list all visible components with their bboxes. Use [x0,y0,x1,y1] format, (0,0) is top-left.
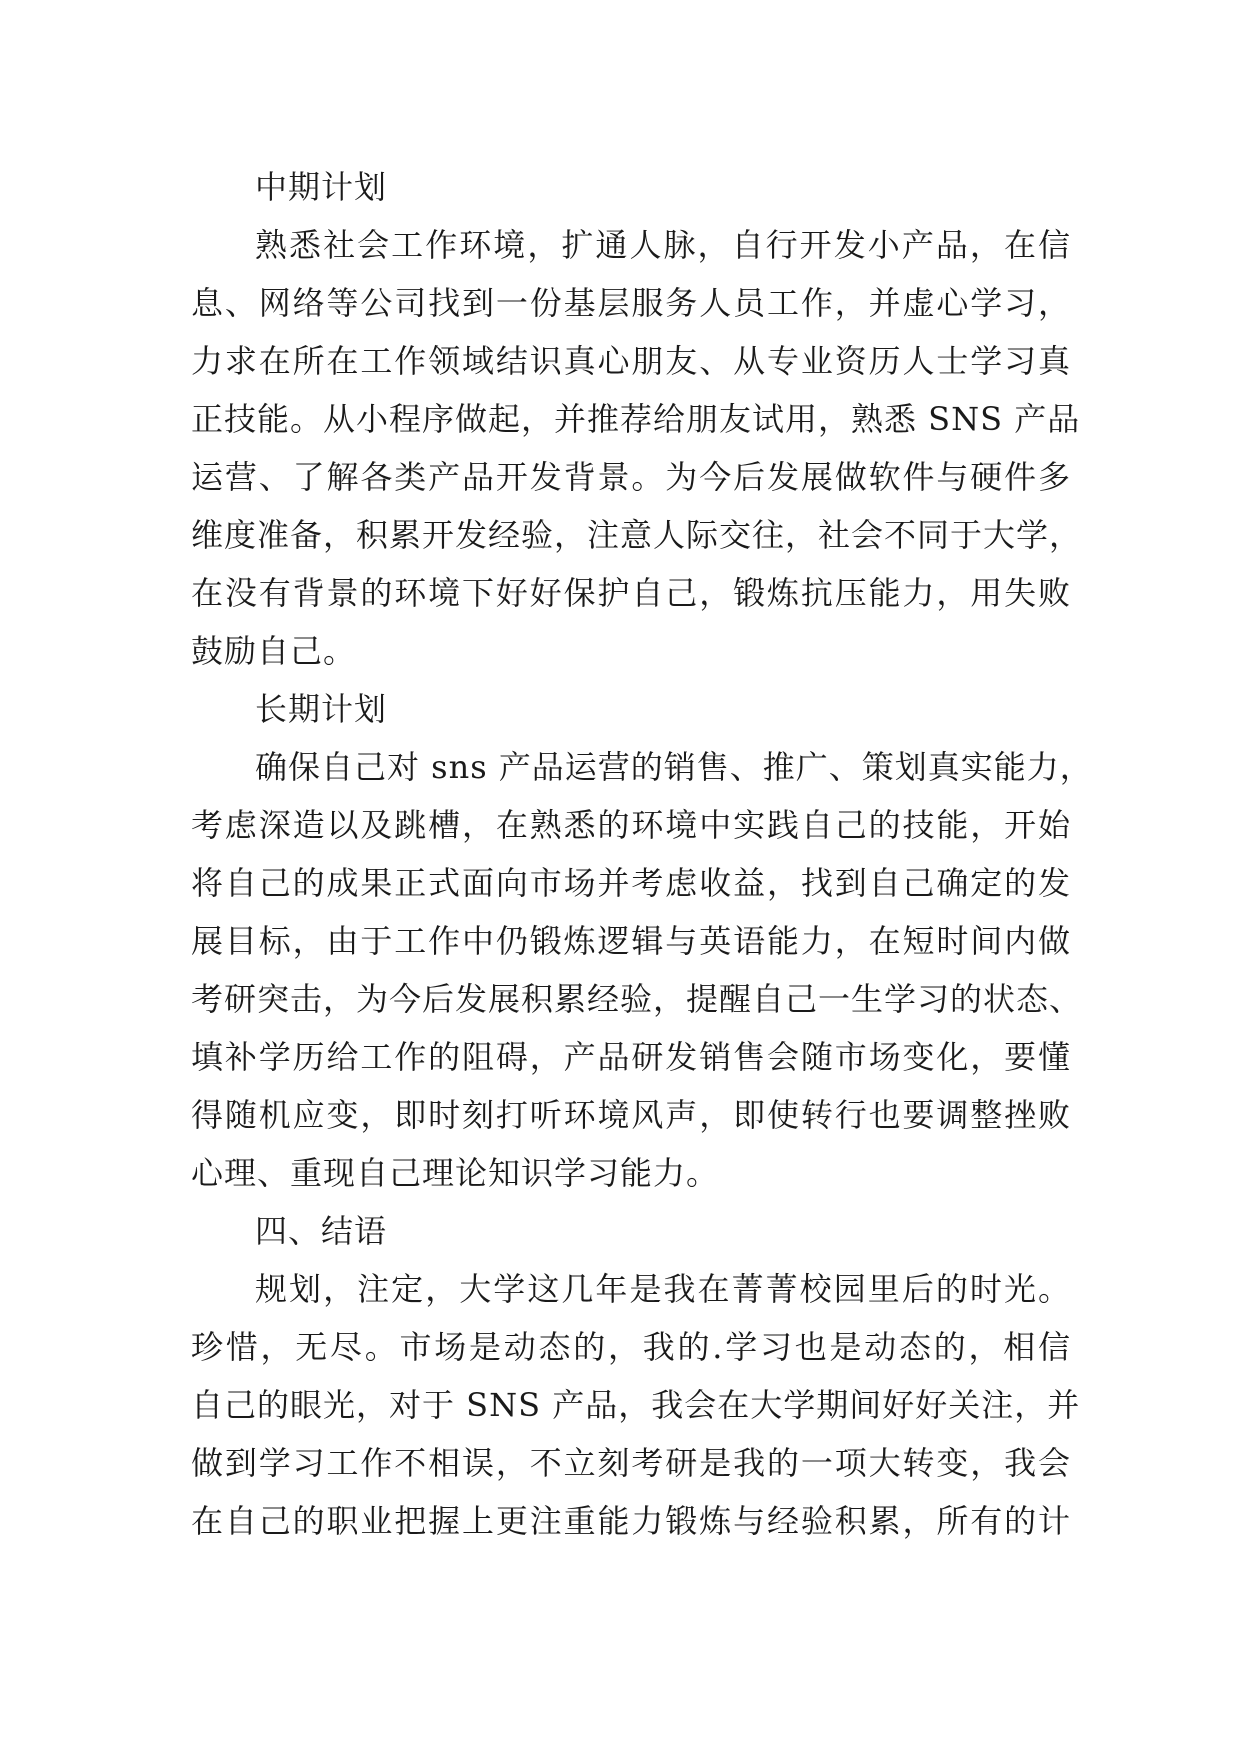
paragraph-line: 心理、重现自己理论知识学习能力。 [191,1154,720,1192]
paragraph-line: 规划，注定，大学这几年是我在菁菁校园里后的时光。 [255,1270,1071,1308]
paragraph-line: 展目标，由于工作中仍锻炼逻辑与英语能力，在短时间内做 [191,922,1071,960]
section-heading: 四、结语 [255,1212,388,1250]
paragraph-line: 力求在所在工作领域结识真心朋友、从专业资历人士学习真 [191,342,1071,380]
paragraph-line: 考虑深造以及跳槽，在熟悉的环境中实践自己的技能，开始 [191,806,1071,844]
paragraph-line: 在没有背景的环境下好好保护自己，锻炼抗压能力，用失败 [191,574,1071,612]
paragraph-line: 珍惜，无尽。市场是动态的，我的.学习也是动态的，相信 [191,1328,1071,1366]
paragraph-line: 将自己的成果正式面向市场并考虑收益，找到自己确定的发 [191,864,1071,902]
paragraph-line: 确保自己对 sns 产品运营的销售、推广、策划真实能力， [255,748,1093,786]
paragraph-line: 运营、了解各类产品开发背景。为今后发展做软件与硬件多 [191,458,1071,496]
paragraph-line: 维度准备，积累开发经验，注意人际交往，社会不同于大学， [191,516,1083,554]
section-heading: 中期计划 [255,168,388,206]
document-page [191,158,1093,1550]
paragraph-line: 鼓励自己。 [191,632,357,670]
section-heading: 长期计划 [255,690,388,728]
paragraph-line: 自己的眼光，对于 SNS 产品，我会在大学期间好好关注，并 [191,1386,1081,1424]
paragraph-line: 做到学习工作不相误，不立刻考研是我的一项大转变，我会 [191,1444,1071,1482]
paragraph-line: 熟悉社会工作环境，扩通人脉，自行开发小产品，在信 [255,226,1071,264]
paragraph-line: 得随机应变，即时刻打听环境风声，即使转行也要调整挫败 [191,1096,1071,1134]
paragraph-line: 考研突击，为今后发展积累经验，提醒自己一生学习的状态、 [191,980,1083,1018]
paragraph-line: 填补学历给工作的阻碍，产品研发销售会随市场变化，要懂 [191,1038,1071,1076]
paragraph-line: 正技能。从小程序做起，并推荐给朋友试用，熟悉 SNS 产品 [191,400,1081,438]
paragraph-line: 在自己的职业把握上更注重能力锻炼与经验积累，所有的计 [191,1502,1071,1540]
paragraph-line: 息、网络等公司找到一份基层服务人员工作，并虚心学习， [191,284,1071,322]
